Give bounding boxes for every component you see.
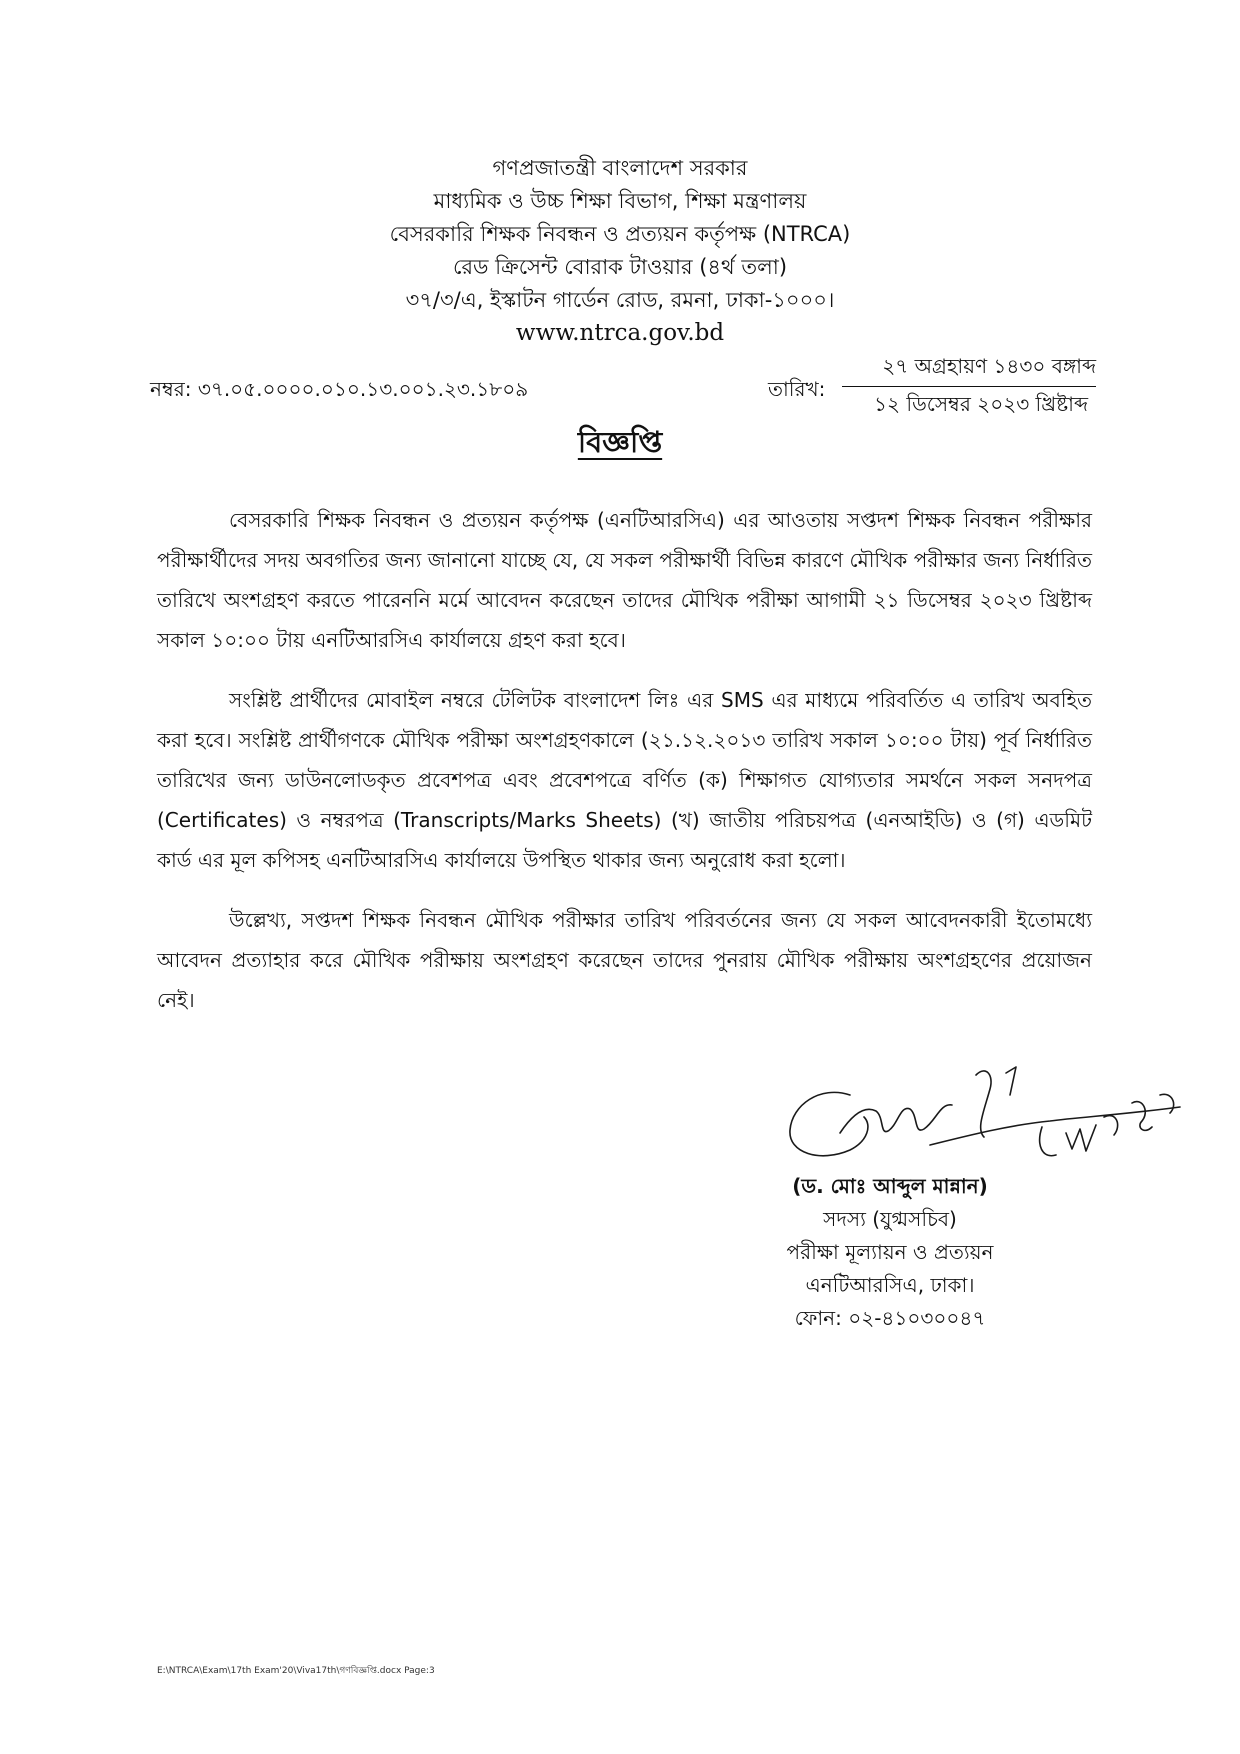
government-name: গণপ্রজাতন্ত্রী বাংলাদেশ সরকার xyxy=(492,156,748,180)
ministry-name: মাধ্যমিক ও উচ্চ শিক্ষা বিভাগ, শিক্ষা মন্ত্রণালয় xyxy=(433,189,807,213)
signatory-department: পরীক্ষা মূল্যায়ন ও প্রত্যয়ন xyxy=(786,1240,994,1264)
date-label: তারিখ: xyxy=(768,377,826,401)
notice-title-text: বিজ্ঞপ্তি xyxy=(577,425,663,459)
signatory-phone: ফোন: ০২-৪১০৩০০৪৭ xyxy=(794,1306,986,1330)
website-url: www.ntrca.gov.bd xyxy=(515,320,725,346)
signatory-name: (ড. মোঃ আব্দুল মান্নান) xyxy=(792,1174,988,1198)
street-address: ৩৭/৩/এ, ইস্কাটন গার্ডেন রোড, রমনা, ঢাকা-১০০০। xyxy=(405,288,835,312)
notice-body xyxy=(157,500,1092,1040)
signatory-block xyxy=(750,1170,1030,1335)
letterhead xyxy=(0,152,1240,350)
date-gregorian-calendar: ১২ ডিসেম্বর ২০২৩ খ্রিষ্টাব্দ xyxy=(874,392,1088,416)
date-divider xyxy=(842,386,1096,387)
footer-file-path: E:\NTRCA\Exam\17th Exam'20\Viva17th\গণবিজ্ঞপ্তি.docx Page:3 xyxy=(157,1666,435,1676)
signatory-designation: সদস্য (যুগ্মসচিব) xyxy=(823,1207,957,1231)
building-address: রেড ক্রিসেন্ট বোরাক টাওয়ার (৪র্থ তলা) xyxy=(452,255,788,279)
handwritten-signature xyxy=(780,1055,1200,1175)
body-paragraph-1: বেসরকারি শিক্ষক নিবন্ধন ও প্রত্যয়ন কর্তৃপক্ষ (এনটিআরসিএ) এর আওতায় সপ্তদশ শিক্ষক নিবন্ধন পরীক্ষার পরীক্ষার্থীদের সদয় অবগতির জন্য জানানো যাচ্ছে যে, যে সকল পরীক্ষার্থী বিভিন্ন কারণে মৌখিক পরীক্ষার জন্য নির্ধারিত তারিখে অংশগ্রহণ করতে পারেননি মর্মে আবেদন করেছেন তাদের মৌখিক পরীক্ষা আগামী ২১ ডিসেম্বর ২০২৩ খ্রিষ্টাব্দ সকাল ১০:০০ টায় এনটিআরসিএ কার্যালয়ে গ্রহণ করা হবে। xyxy=(157,508,1092,652)
notice-title xyxy=(0,420,1240,469)
authority-name: বেসরকারি শিক্ষক নিবন্ধন ও প্রত্যয়ন কর্তৃপক্ষ (NTRCA) xyxy=(389,222,851,246)
date-bangla-calendar: ২৭ অগ্রহায়ণ ১৪৩০ বঙ্গাব্দ xyxy=(882,354,1096,378)
signatory-office: এনটিআরসিএ, ঢাকা। xyxy=(805,1273,975,1297)
body-paragraph-2: সংশ্লিষ্ট প্রার্থীদের মোবাইল নম্বরে টেলিটক বাংলাদেশ লিঃ এর SMS এর মাধ্যমে পরিবর্তিত এ তারিখ অবহিত করা হবে। সংশ্লিষ্ট প্রার্থীগণকে মৌখিক পরীক্ষা অংশগ্রহণকালে (২১.১২.২০১৩ তারিখ সকাল ১০:০০ টায়) পূর্ব নির্ধারিত তারিখের জন্য ডাউনলোডকৃত প্রবেশপত্র এবং প্রবেশপত্রে বর্ণিত (ক) শিক্ষাগত যোগ্যতার সমর্থনে সকল সনদপত্র (Certificates) ও নম্বরপত্র (Transcripts/Marks Sheets) (খ) জাতীয় পরিচয়পত্র (এনআইডি) ও (গ) এডমিট কার্ড এর মূল কপিসহ এনটিআরসিএ কার্যালয়ে উপস্থিত থাকার জন্য অনুরোধ করা হলো। xyxy=(157,688,1092,872)
date-block xyxy=(768,352,1096,414)
body-paragraph-3: উল্লেখ্য, সপ্তদশ শিক্ষক নিবন্ধন মৌখিক পরীক্ষার তারিখ পরিবর্তনের জন্য যে সকল আবেদনকারী ইতোমধ্যে আবেদন প্রত্যাহার করে মৌখিক পরীক্ষায় অংশগ্রহণ করেছেন তাদের পুনরায় মৌখিক পরীক্ষায় অংশগ্রহণের প্রয়োজন নেই। xyxy=(157,908,1092,1012)
memo-number: নম্বর: ৩৭.০৫.০০০০.০১০.১৩.০০১.২৩.১৮০৯ xyxy=(150,377,529,401)
